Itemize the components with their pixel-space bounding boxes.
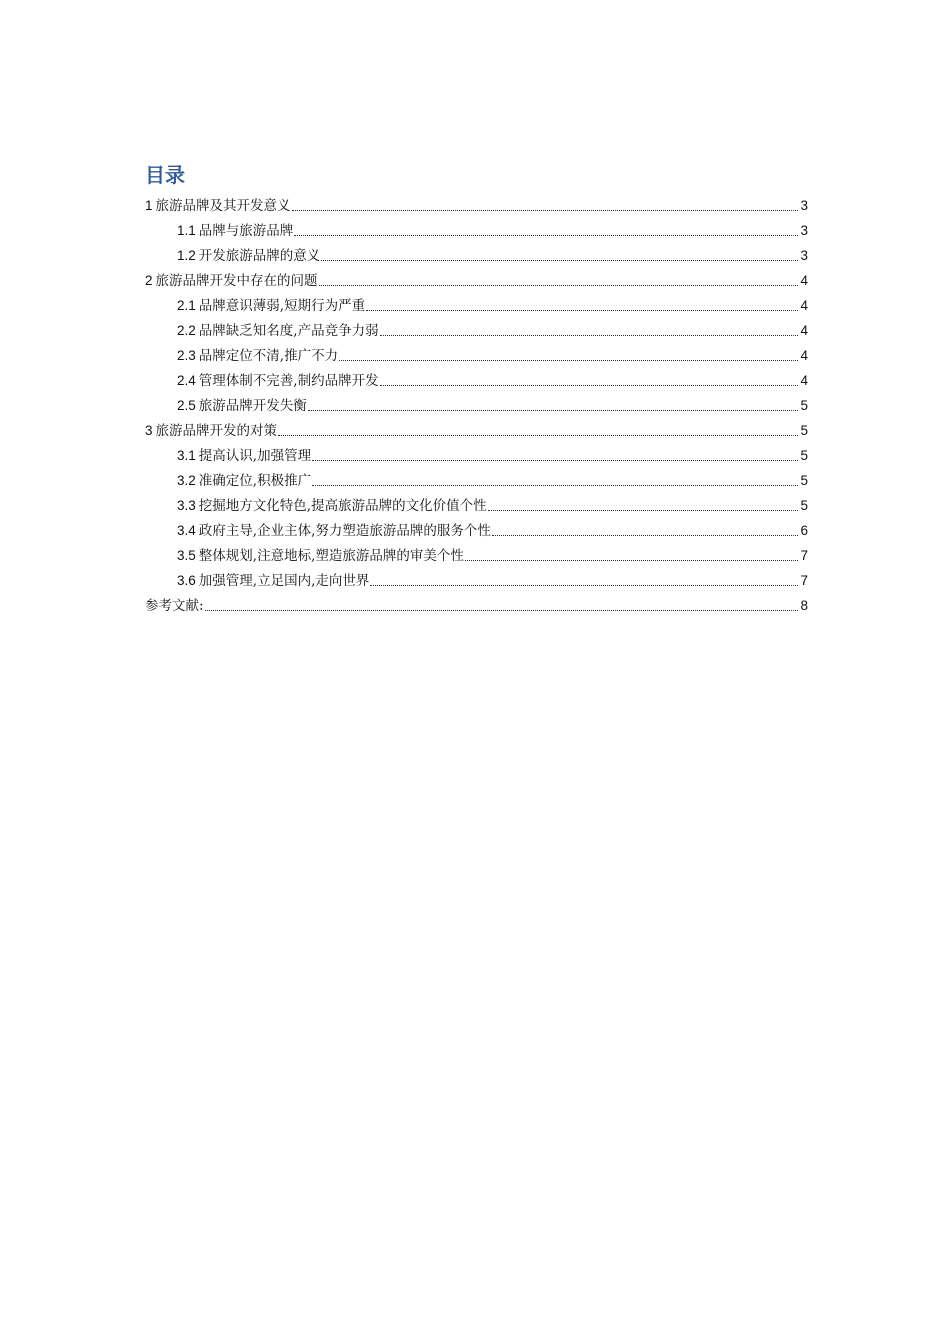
- toc-dot-leader: [312, 485, 798, 486]
- toc-entry-text: 品牌意识薄弱,短期行为严重: [198, 298, 366, 314]
- toc-page-number: 5: [800, 473, 808, 488]
- toc-entry-label: [177, 297, 365, 315]
- toc-entry-label: [177, 547, 464, 565]
- toc-entry-number: 3.2: [177, 473, 196, 488]
- toc-entry-number: 1: [145, 198, 153, 213]
- toc-page-number: 8: [800, 598, 808, 613]
- toc-entry-text: 品牌定位不清,推广不力: [198, 348, 339, 364]
- toc-entry-text: 整体规划,注意地标,塑造旅游品牌的审美个性: [198, 548, 464, 564]
- toc-entry-text: 旅游品牌及其开发意义: [155, 198, 291, 214]
- toc-entry[interactable]: [145, 592, 808, 617]
- toc-entry-label: [145, 422, 277, 440]
- toc-dot-leader: [339, 360, 798, 361]
- toc-entry-label: [145, 597, 204, 615]
- table-of-contents: [145, 160, 808, 617]
- toc-dot-leader: [380, 385, 799, 386]
- toc-page-number: 4: [800, 348, 808, 363]
- toc-entry-text: 旅游品牌开发中存在的问题: [155, 273, 318, 289]
- toc-dot-leader: [366, 310, 798, 311]
- toc-page-number: 3: [800, 223, 808, 238]
- toc-entry-number: 3.5: [177, 548, 196, 563]
- toc-dot-leader: [205, 610, 799, 611]
- toc-entry-text: 旅游品牌开发失衡: [198, 398, 307, 414]
- toc-dot-leader: [278, 435, 798, 436]
- toc-entry-label: [177, 222, 293, 240]
- toc-entry-label: [177, 347, 338, 365]
- toc-entry-number: 2: [145, 273, 153, 288]
- toc-entry-text: 加强管理,立足国内,走向世界: [198, 573, 370, 589]
- toc-entry[interactable]: [145, 492, 808, 517]
- toc-entry-label: [177, 472, 311, 490]
- toc-entry-label: [177, 247, 320, 265]
- toc-entry-number: 3: [145, 423, 153, 438]
- toc-entry[interactable]: [145, 342, 808, 367]
- toc-dot-leader: [292, 210, 799, 211]
- toc-title: 目录: [145, 163, 185, 187]
- toc-entry-label: [177, 447, 311, 465]
- toc-page-number: 4: [800, 298, 808, 313]
- toc-entry-label: [145, 272, 318, 290]
- toc-entry-label: [177, 572, 369, 590]
- toc-entry-label: [145, 197, 291, 215]
- toc-dot-leader: [370, 585, 798, 586]
- toc-entry[interactable]: [145, 417, 808, 442]
- toc-entry-number: 3.4: [177, 523, 196, 538]
- toc-dot-leader: [488, 510, 799, 511]
- toc-page-number: 3: [800, 198, 808, 213]
- toc-entry-text: 管理体制不完善,制约品牌开发: [198, 373, 379, 389]
- toc-entry-label: [177, 497, 487, 515]
- toc-list: [145, 192, 808, 617]
- toc-entry[interactable]: [145, 317, 808, 342]
- toc-page-number: 5: [800, 498, 808, 513]
- toc-dot-leader: [465, 560, 799, 561]
- toc-entry-label: [177, 397, 307, 415]
- toc-entry-text: 品牌缺乏知名度,产品竞争力弱: [198, 323, 379, 339]
- toc-dot-leader: [321, 260, 798, 261]
- toc-entry-number: 2.2: [177, 323, 196, 338]
- toc-page-number: 4: [800, 323, 808, 338]
- toc-page-number: 7: [800, 548, 808, 563]
- toc-entry[interactable]: [145, 567, 808, 592]
- toc-entry-label: [177, 372, 379, 390]
- toc-entry[interactable]: [145, 367, 808, 392]
- toc-entry-text: 准确定位,积极推广: [198, 473, 312, 489]
- toc-entry-number: 3.1: [177, 448, 196, 463]
- toc-page-number: 5: [800, 423, 808, 438]
- toc-entry[interactable]: [145, 292, 808, 317]
- toc-entry[interactable]: [145, 542, 808, 567]
- toc-entry-text: 开发旅游品牌的意义: [198, 248, 321, 264]
- toc-entry-number: 2.1: [177, 298, 196, 313]
- toc-entry-number: 2.3: [177, 348, 196, 363]
- toc-entry-number: 2.5: [177, 398, 196, 413]
- toc-entry-number: 1.1: [177, 223, 196, 238]
- toc-dot-leader: [319, 285, 799, 286]
- toc-entry[interactable]: [145, 517, 808, 542]
- toc-entry[interactable]: [145, 467, 808, 492]
- toc-entry[interactable]: [145, 192, 808, 217]
- toc-entry[interactable]: [145, 392, 808, 417]
- toc-entry-text: 品牌与旅游品牌: [198, 223, 294, 239]
- toc-entry-label: [177, 522, 491, 540]
- toc-page-number: 7: [800, 573, 808, 588]
- toc-entry[interactable]: [145, 267, 808, 292]
- toc-page-number: 5: [800, 448, 808, 463]
- toc-page-number: 3: [800, 248, 808, 263]
- toc-page-number: 4: [800, 273, 808, 288]
- toc-entry-number: 2.4: [177, 373, 196, 388]
- toc-entry-number: 1.2: [177, 248, 196, 263]
- toc-dot-leader: [294, 235, 798, 236]
- toc-page-number: 5: [800, 398, 808, 413]
- toc-entry[interactable]: [145, 217, 808, 242]
- toc-entry-label: [177, 322, 379, 340]
- toc-entry-text: 挖掘地方文化特色,提高旅游品牌的文化价值个性: [198, 498, 487, 514]
- toc-entry-text: 政府主导,企业主体,努力塑造旅游品牌的服务个性: [198, 523, 491, 539]
- toc-dot-leader: [308, 410, 799, 411]
- toc-dot-leader: [312, 460, 798, 461]
- toc-entry-text: 参考文献:: [145, 598, 204, 614]
- toc-entry-number: 3.3: [177, 498, 196, 513]
- toc-page-number: 4: [800, 373, 808, 388]
- toc-entry[interactable]: [145, 442, 808, 467]
- toc-entry-number: 3.6: [177, 573, 196, 588]
- toc-entry-text: 旅游品牌开发的对策: [155, 423, 278, 439]
- toc-entry[interactable]: [145, 242, 808, 267]
- toc-dot-leader: [492, 535, 799, 536]
- toc-dot-leader: [380, 335, 799, 336]
- toc-entry-text: 提高认识,加强管理: [198, 448, 312, 464]
- toc-page-number: 6: [800, 523, 808, 538]
